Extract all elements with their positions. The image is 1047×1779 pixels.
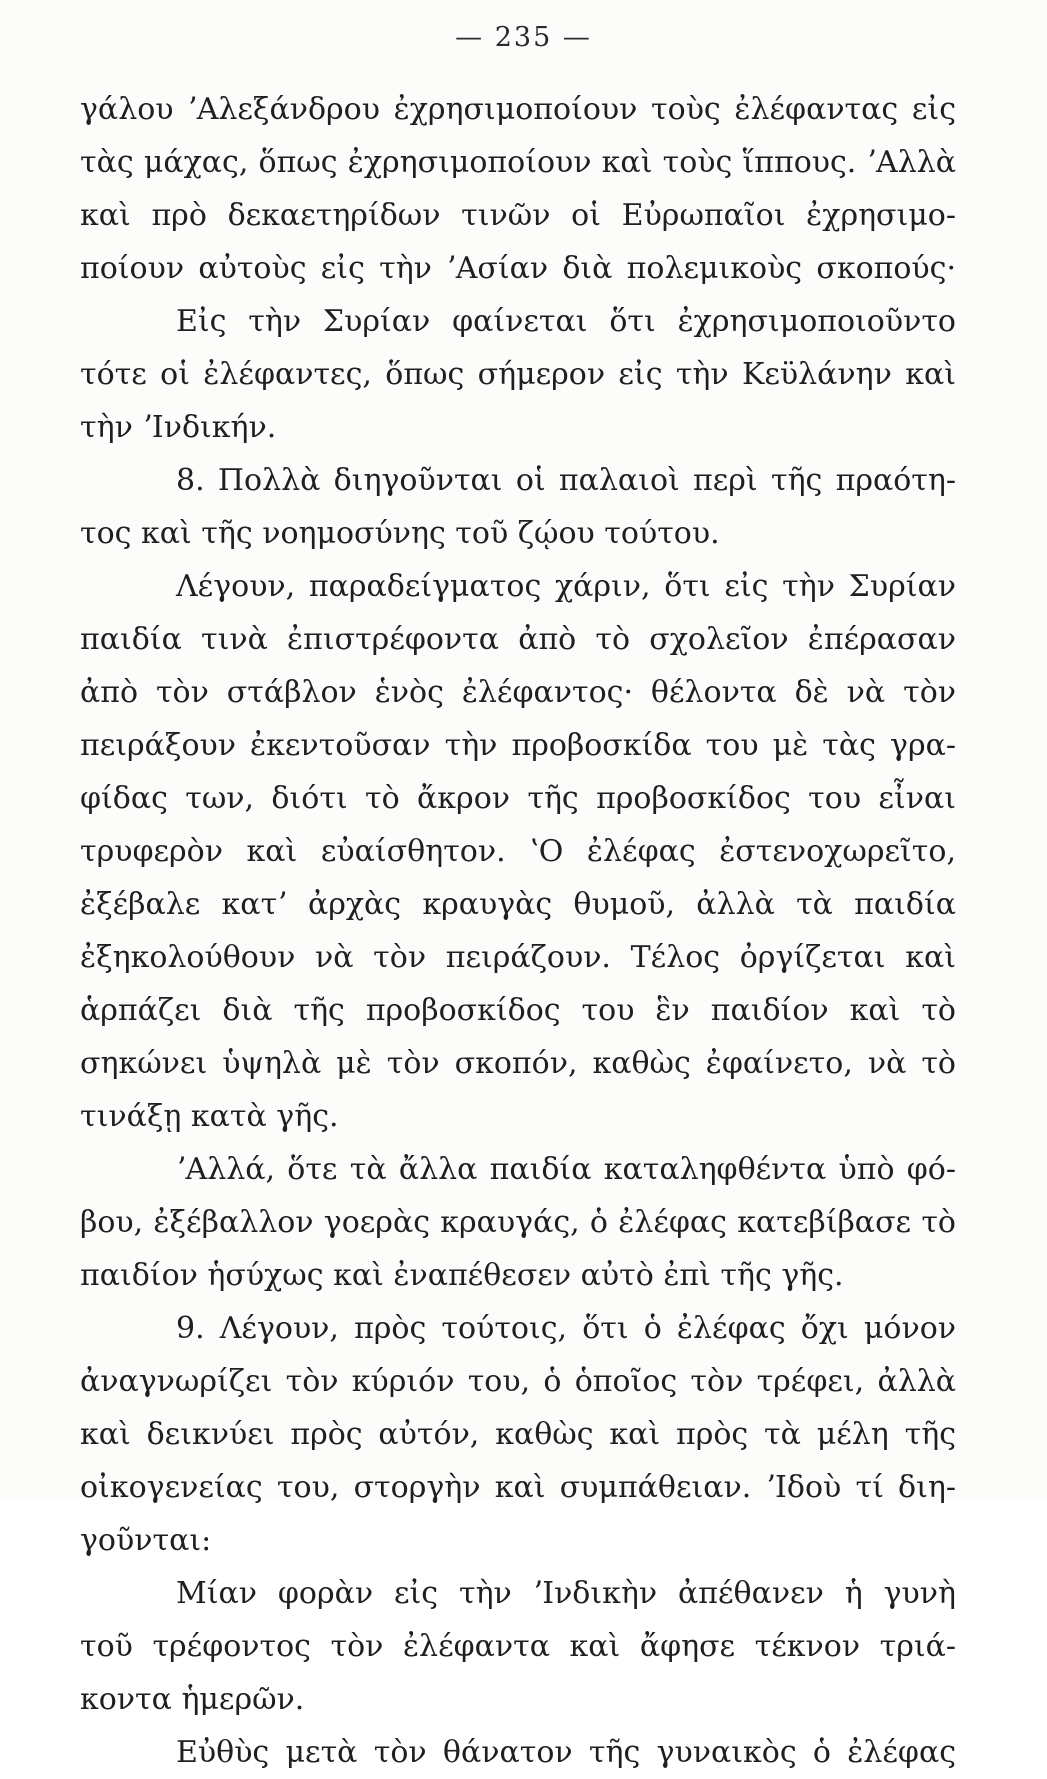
text-line: Εὐθὺς μετὰ τὸν θάνατον τῆς γυναικὸς ὁ ἐλέφας [176,1735,956,1770]
text-line: 8. Πολλὰ διηγοῦνται οἱ παλαιοὶ περὶ τῆς πραότη- [176,463,956,498]
text-line: 9. Λέγουν, πρὸς τούτοις, ὅτι ὁ ἐλέφας ὄχι μόνον [176,1311,956,1346]
page-number: — 235 — [455,22,592,53]
text-line: φίδας των, διότι τὸ ἄκρον τῆς προβοσκίδος του εἶναι [80,781,956,816]
text-line: ἀπὸ τὸν στάβλον ἑνὸς ἐλέφαντος· θέλοντα δὲ νὰ τὸν [80,675,956,710]
text-line: Λέγουν, παραδείγματος χάριν, ὅτι εἰς τὴν Συρίαν [176,569,956,604]
text-line: τρυφερὸν καὶ εὐαίσθητον. ʽΟ ἐλέφας ἐστενοχωρεῖτο, [80,834,956,869]
text-line: τὴν ʼΙνδικήν. [80,410,277,445]
text-line: τὰς μάχας, ὅπως ἐχρησιμοποίουν καὶ τοὺς ἵππους. ʼΑλλὰ [80,145,956,180]
text-line: γάλου ʼΑλεξάνδρου ἐχρησιμοποίουν τοὺς ἐλέφαντας εἰς [80,92,956,127]
text-line: ἐξηκολούθουν νὰ τὸν πειράζουν. Τέλος ὀργίζεται καὶ [80,940,956,975]
text-line: πειράξουν ἐκεντοῦσαν τὴν προβοσκίδα του μὲ τὰς γρα- [80,728,956,763]
text-line: καὶ πρὸ δεκαετηρίδων τινῶν οἱ Εὐρωπαῖοι ἐχρησιμο- [80,198,956,233]
text-line: τινάξῃ κατὰ γῆς. [80,1099,339,1134]
text-line: οἰκογενείας του, στοργὴν καὶ συμπάθειαν. ʼΙδοὺ τί διη- [80,1470,956,1505]
text-line: βου, ἐξέβαλλον γοερὰς κραυγάς, ὁ ἐλέφας κατεβίβασε τὸ [80,1205,956,1240]
text-line: τότε οἱ ἐλέφαντες, ὅπως σήμερον εἰς τὴν Κεϋλάνην καὶ [80,357,956,392]
text-line: παιδίον ἡσύχως καὶ ἐναπέθεσεν αὐτὸ ἐπὶ τῆς γῆς. [80,1258,844,1293]
text-line: ʼΑλλά, ὅτε τὰ ἄλλα παιδία καταληφθέντα ὑπὸ φό- [176,1152,956,1187]
text-line: σηκώνει ὑψηλὰ μὲ τὸν σκοπόν, καθὼς ἐφαίνετο, νὰ τὸ [80,1046,956,1081]
text-line: τοῦ τρέφοντος τὸν ἐλέφαντα καὶ ἄφησε τέκνον τριά- [80,1629,956,1664]
text-line: ἁρπάζει διὰ τῆς προβοσκίδος του ἓν παιδίον καὶ τὸ [80,993,956,1028]
text-line: Εἰς τὴν Συρίαν φαίνεται ὅτι ἐχρησιμοποιοῦντο [176,304,956,339]
text-line: Μίαν φορὰν εἰς τὴν ʼΙνδικὴν ἀπέθανεν ἡ γυνὴ [176,1576,956,1611]
text-line: ποίουν αὐτοὺς εἰς τὴν ʼΑσίαν διὰ πολεμικοὺς σκοπούς· [80,251,956,286]
text-line: καὶ δεικνύει πρὸς αὐτόν, καθὼς καὶ πρὸς τὰ μέλη τῆς [80,1417,956,1452]
text-line: ἐξέβαλε κατʼ ἀρχὰς κραυγὰς θυμοῦ, ἀλλὰ τὰ παιδία [80,887,956,922]
text-line: παιδία τινὰ ἐπιστρέφοντα ἀπὸ τὸ σχολεῖον ἐπέρασαν [80,622,956,657]
body-text [80,83,956,1779]
text-line: γοῦνται: [80,1523,212,1558]
text-line: κοντα ἡμερῶν. [80,1682,305,1717]
text-line: τος καὶ τῆς νοημοσύνης τοῦ ζῴου τούτου. [80,516,720,551]
text-line: ἀναγνωρίζει τὸν κύριόν του, ὁ ὁποῖος τὸν τρέφει, ἀλλὰ [80,1364,956,1399]
